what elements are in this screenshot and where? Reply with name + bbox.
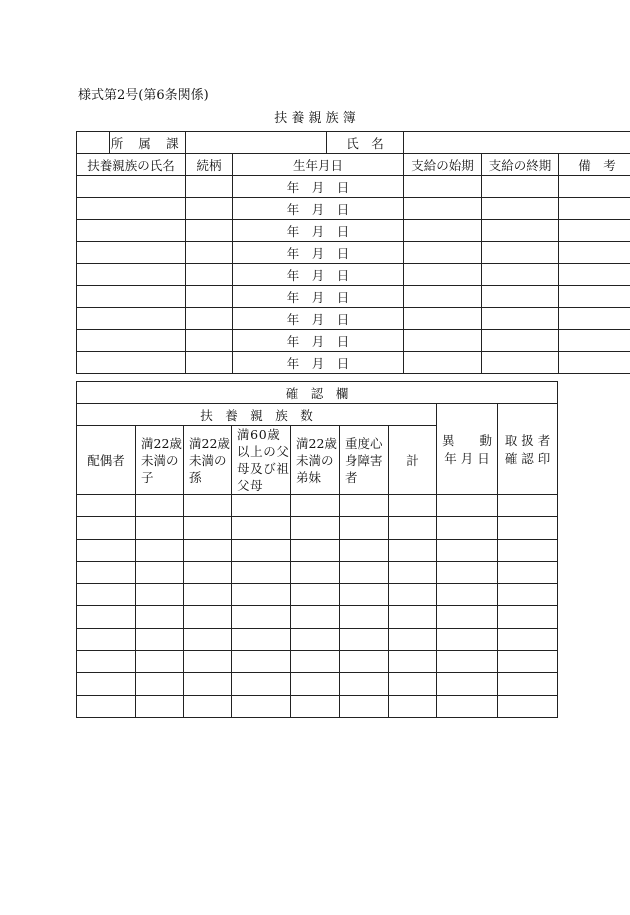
spouse-count-cell[interactable]: [77, 495, 136, 517]
dependent-row: [77, 264, 630, 286]
disabled-count-cell[interactable]: [340, 561, 389, 583]
disabled-count-cell[interactable]: [340, 628, 389, 650]
parents-count-cell[interactable]: [232, 584, 291, 606]
payment-start-cell[interactable]: [404, 264, 482, 286]
affiliation-field[interactable]: [186, 132, 327, 154]
dependent-row: [77, 308, 630, 330]
relationship-cell[interactable]: [186, 176, 233, 198]
remarks-cell[interactable]: [559, 352, 630, 374]
payment-end-cell[interactable]: [482, 176, 559, 198]
parents-count-cell[interactable]: [232, 539, 291, 561]
dependent-name-cell[interactable]: [77, 242, 186, 264]
grandchild-count-cell[interactable]: [184, 539, 232, 561]
payment-start-cell[interactable]: [404, 352, 482, 374]
grandchild-count-cell[interactable]: [184, 517, 232, 539]
disabled-count-cell[interactable]: [340, 651, 389, 673]
sibling-count-cell[interactable]: [291, 539, 340, 561]
relationship-cell[interactable]: [186, 308, 233, 330]
child-count-cell[interactable]: [136, 539, 184, 561]
disabled-count-cell[interactable]: [340, 673, 389, 695]
birthdate-cell[interactable]: 年 月 日: [233, 176, 404, 198]
change-date-cell[interactable]: [437, 651, 498, 673]
form-number: 様式第2号(第6条関係): [78, 88, 209, 103]
confirmation-row: [77, 561, 558, 583]
change-date-cell[interactable]: [437, 695, 498, 717]
spouse-count-cell[interactable]: [77, 673, 136, 695]
dependent-row: [77, 330, 630, 352]
confirmation-row: [77, 584, 558, 606]
relationship-cell[interactable]: [186, 198, 233, 220]
dependent-name-cell[interactable]: [77, 352, 186, 374]
grandchild-count-cell[interactable]: [184, 584, 232, 606]
spouse-count-cell[interactable]: [77, 517, 136, 539]
remarks-cell[interactable]: [559, 308, 630, 330]
payment-end-cell[interactable]: [482, 264, 559, 286]
dependent-row: [77, 286, 630, 308]
col-birthdate: 生年月日: [233, 154, 404, 176]
child-count-cell[interactable]: [136, 628, 184, 650]
spouse-count-cell[interactable]: [77, 584, 136, 606]
payment-end-cell[interactable]: [482, 308, 559, 330]
handler-seal-cell[interactable]: [498, 673, 558, 695]
name-field[interactable]: [404, 132, 630, 154]
spouse-count-cell[interactable]: [77, 539, 136, 561]
birthdate-cell[interactable]: 年 月 日: [233, 242, 404, 264]
birthdate-cell[interactable]: 年 月 日: [233, 352, 404, 374]
handler-seal-cell[interactable]: [498, 651, 558, 673]
change-date-cell[interactable]: [437, 495, 498, 517]
change-date-cell[interactable]: [437, 628, 498, 650]
birthdate-cell[interactable]: 年 月 日: [233, 198, 404, 220]
sibling-count-cell[interactable]: [291, 606, 340, 628]
relationship-cell[interactable]: [186, 352, 233, 374]
col-payment-end: 支給の終期: [482, 154, 559, 176]
dependent-row: [77, 198, 630, 220]
total-count-cell[interactable]: [389, 539, 437, 561]
payment-end-cell[interactable]: [482, 352, 559, 374]
birthdate-cell[interactable]: 年 月 日: [233, 308, 404, 330]
document-title: 扶 養 親 族 簿: [274, 111, 356, 126]
parents-count-cell[interactable]: [232, 561, 291, 583]
handler-seal-cell[interactable]: [498, 584, 558, 606]
confirmation-row: [77, 695, 558, 717]
header-row: [77, 132, 630, 154]
parents-count-cell[interactable]: [232, 628, 291, 650]
payment-start-cell[interactable]: [404, 220, 482, 242]
payment-end-cell[interactable]: [482, 242, 559, 264]
parents-count-cell[interactable]: [232, 606, 291, 628]
grandchild-count-cell[interactable]: [184, 495, 232, 517]
col-relationship: 続柄: [186, 154, 233, 176]
spouse-count-cell[interactable]: [77, 651, 136, 673]
total-count-cell[interactable]: [389, 651, 437, 673]
spouse-count-cell[interactable]: [77, 695, 136, 717]
change-date-cell[interactable]: [437, 561, 498, 583]
relationship-cell[interactable]: [186, 286, 233, 308]
sibling-count-cell[interactable]: [291, 495, 340, 517]
disabled-count-cell[interactable]: [340, 517, 389, 539]
handler-seal-cell[interactable]: [498, 628, 558, 650]
change-date-cell[interactable]: [437, 517, 498, 539]
remarks-cell[interactable]: [559, 176, 630, 198]
total-count-cell[interactable]: [389, 517, 437, 539]
remarks-cell[interactable]: [559, 242, 630, 264]
parents-count-cell[interactable]: [232, 673, 291, 695]
birthdate-cell[interactable]: 年 月 日: [233, 220, 404, 242]
sibling-count-cell[interactable]: [291, 651, 340, 673]
dependent-name-cell[interactable]: [77, 220, 186, 242]
payment-start-cell[interactable]: [404, 308, 482, 330]
remarks-cell[interactable]: [559, 220, 630, 242]
child-count-cell[interactable]: [136, 517, 184, 539]
total-count-cell[interactable]: [389, 584, 437, 606]
sibling-count-cell[interactable]: [291, 517, 340, 539]
col-payment-start: 支給の始期: [404, 154, 482, 176]
disabled-count-cell[interactable]: [340, 695, 389, 717]
confirmation-row: [77, 628, 558, 650]
relationship-cell[interactable]: [186, 220, 233, 242]
dependent-name-cell[interactable]: [77, 286, 186, 308]
birthdate-cell[interactable]: 年 月 日: [233, 264, 404, 286]
col-sibling-under-22: 満22歳未満の弟妹: [291, 426, 340, 495]
handler-seal-cell[interactable]: [498, 606, 558, 628]
handler-seal-cell[interactable]: [498, 695, 558, 717]
dependent-row: [77, 220, 630, 242]
payment-end-cell[interactable]: [482, 286, 559, 308]
parents-count-cell[interactable]: [232, 651, 291, 673]
dependent-row: [77, 176, 630, 198]
dependent-name-cell[interactable]: [77, 176, 186, 198]
column-header-row: [77, 154, 630, 176]
spouse-count-cell[interactable]: [77, 606, 136, 628]
grandchild-count-cell[interactable]: [184, 651, 232, 673]
sibling-count-cell[interactable]: [291, 628, 340, 650]
confirmation-row: [77, 606, 558, 628]
change-date-cell[interactable]: [437, 606, 498, 628]
disabled-count-cell[interactable]: [340, 495, 389, 517]
handler-seal-cell[interactable]: [498, 517, 558, 539]
total-count-cell[interactable]: [389, 628, 437, 650]
child-count-cell[interactable]: [136, 606, 184, 628]
col-severely-disabled: 重度心身障害者: [340, 426, 389, 495]
change-date-cell[interactable]: [437, 584, 498, 606]
count-group-row: [77, 404, 558, 426]
parents-count-cell[interactable]: [232, 695, 291, 717]
dependents-table: [76, 131, 630, 374]
sibling-count-cell[interactable]: [291, 673, 340, 695]
grandchild-count-cell[interactable]: [184, 695, 232, 717]
child-count-cell[interactable]: [136, 651, 184, 673]
remarks-cell[interactable]: [559, 264, 630, 286]
relationship-cell[interactable]: [186, 330, 233, 352]
col-dependent-name: 扶養親族の氏名: [77, 154, 186, 176]
count-group-label: 扶 養 親 族 数: [77, 404, 437, 426]
confirmation-row: [77, 539, 558, 561]
total-count-cell[interactable]: [389, 673, 437, 695]
confirmation-row: [77, 495, 558, 517]
name-label: 氏 名: [327, 132, 404, 154]
payment-end-cell[interactable]: [482, 198, 559, 220]
confirmation-table: [76, 381, 558, 718]
relationship-cell[interactable]: [186, 264, 233, 286]
affiliation-label: 所 属 課: [110, 132, 186, 154]
dependent-row: [77, 242, 630, 264]
payment-start-cell[interactable]: [404, 198, 482, 220]
grandchild-count-cell[interactable]: [184, 606, 232, 628]
confirmation-section-label: 確 認 欄: [77, 382, 558, 404]
parents-count-cell[interactable]: [232, 517, 291, 539]
disabled-count-cell[interactable]: [340, 606, 389, 628]
remarks-cell[interactable]: [559, 286, 630, 308]
change-date-cell[interactable]: [437, 673, 498, 695]
payment-end-cell[interactable]: [482, 220, 559, 242]
col-spouse: 配偶者: [77, 426, 136, 495]
col-total: 計: [389, 426, 437, 495]
handler-seal-label: 取 扱 者 確 認 印: [498, 404, 558, 495]
total-count-cell[interactable]: [389, 561, 437, 583]
payment-start-cell[interactable]: [404, 176, 482, 198]
spouse-count-cell[interactable]: [77, 628, 136, 650]
col-parents-grandparents-60-plus: 満60歳以上の父母及び祖父母: [232, 426, 291, 495]
change-date-cell[interactable]: [437, 539, 498, 561]
parents-count-cell[interactable]: [232, 495, 291, 517]
handler-seal-cell[interactable]: [498, 495, 558, 517]
child-count-cell[interactable]: [136, 673, 184, 695]
child-count-cell[interactable]: [136, 584, 184, 606]
grandchild-count-cell[interactable]: [184, 673, 232, 695]
blank-cell: [77, 132, 110, 154]
birthdate-cell[interactable]: 年 月 日: [233, 330, 404, 352]
confirmation-row: [77, 651, 558, 673]
dependent-row: [77, 352, 630, 374]
col-child-under-22: 満22歳未満の子: [136, 426, 184, 495]
confirmation-row: [77, 673, 558, 695]
sibling-count-cell[interactable]: [291, 561, 340, 583]
birthdate-cell[interactable]: 年 月 日: [233, 286, 404, 308]
total-count-cell[interactable]: [389, 606, 437, 628]
change-date-label: 異 動 年 月 日: [437, 404, 498, 495]
col-remarks: 備 考: [559, 154, 630, 176]
dependent-name-cell[interactable]: [77, 308, 186, 330]
remarks-cell[interactable]: [559, 330, 630, 352]
dependent-name-cell[interactable]: [77, 264, 186, 286]
payment-start-cell[interactable]: [404, 330, 482, 352]
disabled-count-cell[interactable]: [340, 539, 389, 561]
grandchild-count-cell[interactable]: [184, 561, 232, 583]
disabled-count-cell[interactable]: [340, 584, 389, 606]
payment-start-cell[interactable]: [404, 286, 482, 308]
payment-end-cell[interactable]: [482, 330, 559, 352]
handler-seal-cell[interactable]: [498, 561, 558, 583]
total-count-cell[interactable]: [389, 495, 437, 517]
relationship-cell[interactable]: [186, 242, 233, 264]
dependent-name-cell[interactable]: [77, 198, 186, 220]
sibling-count-cell[interactable]: [291, 584, 340, 606]
dependent-name-cell[interactable]: [77, 330, 186, 352]
payment-start-cell[interactable]: [404, 242, 482, 264]
child-count-cell[interactable]: [136, 561, 184, 583]
remarks-cell[interactable]: [559, 198, 630, 220]
col-grandchild-under-22: 満22歳未満の孫: [184, 426, 232, 495]
confirmation-label-row: [77, 382, 558, 404]
confirmation-row: [77, 517, 558, 539]
child-count-cell[interactable]: [136, 495, 184, 517]
spouse-count-cell[interactable]: [77, 561, 136, 583]
total-count-cell[interactable]: [389, 695, 437, 717]
child-count-cell[interactable]: [136, 695, 184, 717]
sibling-count-cell[interactable]: [291, 695, 340, 717]
handler-seal-cell[interactable]: [498, 539, 558, 561]
grandchild-count-cell[interactable]: [184, 628, 232, 650]
